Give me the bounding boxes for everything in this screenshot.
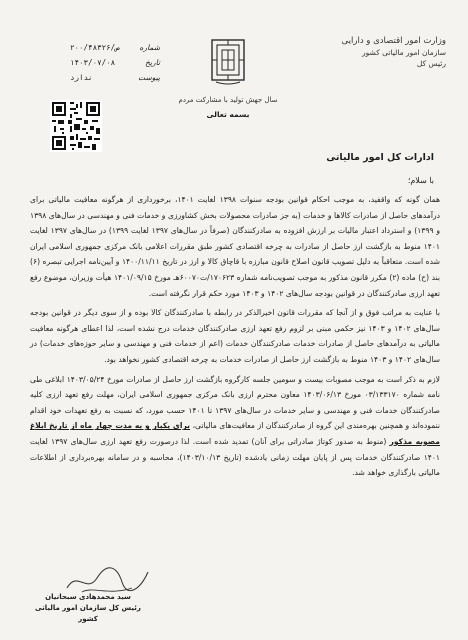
org-line-head: رئیس کل <box>416 59 446 68</box>
meta-number-row <box>70 40 160 55</box>
year-slogan: سال جهش تولید با مشارکت مردم <box>178 96 278 104</box>
org-line-agency: سازمان امور مالیاتی کشور <box>362 48 446 57</box>
paragraph-3 <box>30 372 440 481</box>
emblem-icon <box>208 38 248 86</box>
paragraph-4-text: کوتاژ صادراتی برای آنان) تمدید شده است. لذا درصورت رفع تعهد ارزی سال‌های ۱۳۹۷ لغایت ۱۴۰۱ صادرکنندگان خدمات پس از پایان مهلت زمانی یادشده (تاریخ ۱۴۰۳/۱۰/۱۳)، محاسبه و در سامانه بهره‌برداری از اطلاعات مالیاتی بارگذاری خواهد شد. <box>30 436 441 478</box>
highlight-suffix: (منوط به صدور <box>335 436 387 446</box>
paragraph-3-text: لازم به ذکر است به موجب مصوبات بیست و سومین جلسه کارگروه بازگشت ارز حاصل از صادرات مورخ ۱۴۰۳/۰۵/۲۴ ابلاغی طی نامه شماره ۰۳/۱۳۳۱۷۰ مورخ ۱۴۰۳/۰۶/۱۳ معاون محترم ارزی بانک مرکزی جمهوری اسلامی ایران، مهلت رفع تعهد ارزی کلیه صادرکنندگان خدمات فنی و مهندسی و سایر خدمات در سال‌های ۱۳۹۷ تا ۱۴۰۱ حسب مورد، که نسبت به رفع تعهدات خود اقدام ننموده‌اند و همچنین بهره‌مندی این گروه از صادرکنندگان از معافیت‌های مالیاتی، <box>30 374 440 431</box>
signatory-name: سید محمدهادی سبحانیان <box>45 593 131 601</box>
meta-attachment-row <box>70 70 160 85</box>
highlight-text: برای یکبار و به مدت چهار ماه از تاریخ ابلاغ مصوبه مذکور <box>30 421 440 446</box>
qr-code-icon <box>50 100 102 152</box>
date-value: ۱۴۰۳/۰۷/۰۸ <box>70 58 116 67</box>
attachment-value: ندارد <box>70 73 93 82</box>
org-line-ministry: وزارت امور اقتصادی و دارایی <box>341 36 446 46</box>
number-label: شماره <box>139 43 160 52</box>
attachment-label: پیوست <box>138 73 160 82</box>
date-label: تاریخ <box>145 58 160 67</box>
org-header <box>326 36 446 69</box>
signature-block <box>28 592 148 625</box>
paragraph-2: با عنایت به مراتب فوق و از آنجا که مقررات قانون اخیرالذکر در رابطه با صادرکنندگان کالا بوده و از سوی دیگر در قوانین بودجه سال‌های ۱۴۰۲ و ۱۴۰۳ نیز حکمی مبنی بر لزوم رفع تعهد ارزی صادرکنندگان خدمات درج نشده است، لذا اعطای هرگونه معافیت مالیاتی به درآمدهای حاصل از صادرات خدمات صادرکنندگان خدمات (اعم از خدمات فنی و مهندسی و سایر حوزه‌های خدمات) در سال‌های ۱۴۰۲ و ۱۴۰۳ منوط به بازگشت ارز حاصل از صادرات خدمات به چرخه اقتصادی کشور نخواهد بود. <box>30 308 440 364</box>
recipient-heading: ادارات کل امور مالیاتی <box>326 152 434 163</box>
number-value: ۲۰۰/۴۸۳۲۶/ص <box>70 43 120 52</box>
greeting: با سلام؛ <box>407 176 434 185</box>
paragraph-1: همان گونه که واقفید، به موجب احکام قوانین بودجه سنوات ۱۳۹۸ لغایت ۱۴۰۱، برخورداری از هرگونه معافیت مالیاتی برای درآمدهای حاصل از صادرات کالاها و خدمات (به جز صادرات محصولات بخش کشاورزی و خدمات فنی و مهندسی در سال‌های ۱۳۹۸ و ۱۳۹۹) و استرداد اعتبار مالیات بر ارزش افزوده به صادرکنندگان (صرفاً در سال‌های ۱۳۹۷ لغایت ۱۳۹۹) در سال‌های ۱۳۹۷ لغایت ۱۴۰۱ منوط به بازگشت ارز حاصل از صادرات به چرخه اقتصادی کشور طبق مقررات اعلامی بانک مرکزی جمهوری اسلامی ایران شده است. متعاقباً به دلیل تصویب قانون اصلاح قانون مبارزه با قاچاق کالا و ارز در تاریخ ۱۴۰۰/۱۱/۱۱ و آیین‌نامه اجرایی تبصره (۶) بند (ح) ماده (۲) مکرر قانون مذکور به موجب تصویب‌نامه شماره ۱۷۰۶۲۳/ت۶۰۰۷۰هـ مورخ ۱۴۰۱/۰۹/۱۵ هیأت وزیران، موضوع رفع تعهد ارزی صادرکنندگان در قوانین بودجه سال‌های ۱۴۰۲ و ۱۴۰۳ مورد حکم قرار نگرفته است. <box>30 195 441 298</box>
signatory-title: رئیس کل سازمان امور مالیاتی کشور <box>35 604 141 623</box>
letter-body <box>30 192 440 485</box>
meta-date-row <box>70 55 160 70</box>
letter-meta <box>70 40 160 85</box>
basmala: بسمه تعالی <box>206 110 250 119</box>
